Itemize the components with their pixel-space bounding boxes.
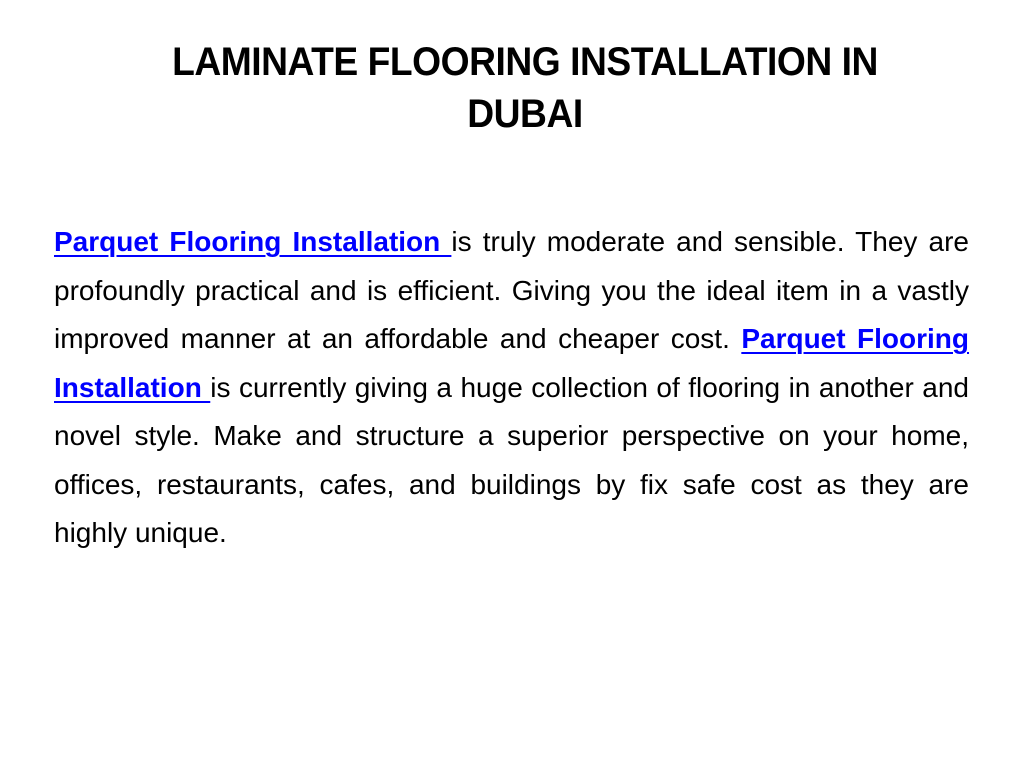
body-paragraph <box>54 218 969 558</box>
paragraph-text-2: is currently giving a huge collection of flooring in another and novel style. Make and structure a superior perspective on your home, offices, restaurants, cafes, and buildings by fix safe cost as they are highly unique. <box>54 371 969 548</box>
parquet-flooring-link-1[interactable]: Parquet Flooring Installation <box>54 226 452 257</box>
slide-title: LAMINATE FLOORING INSTALLATION IN DUBAI <box>172 40 878 136</box>
paragraph-text-1: is truly moderate and sensible. They are profoundly practical and is efficient. Giving you the ideal item in a vastly improved manner at an affordable and cheaper cost. <box>54 226 969 354</box>
parquet-flooring-link-2[interactable]: Parquet Flooring Installation <box>54 323 970 403</box>
